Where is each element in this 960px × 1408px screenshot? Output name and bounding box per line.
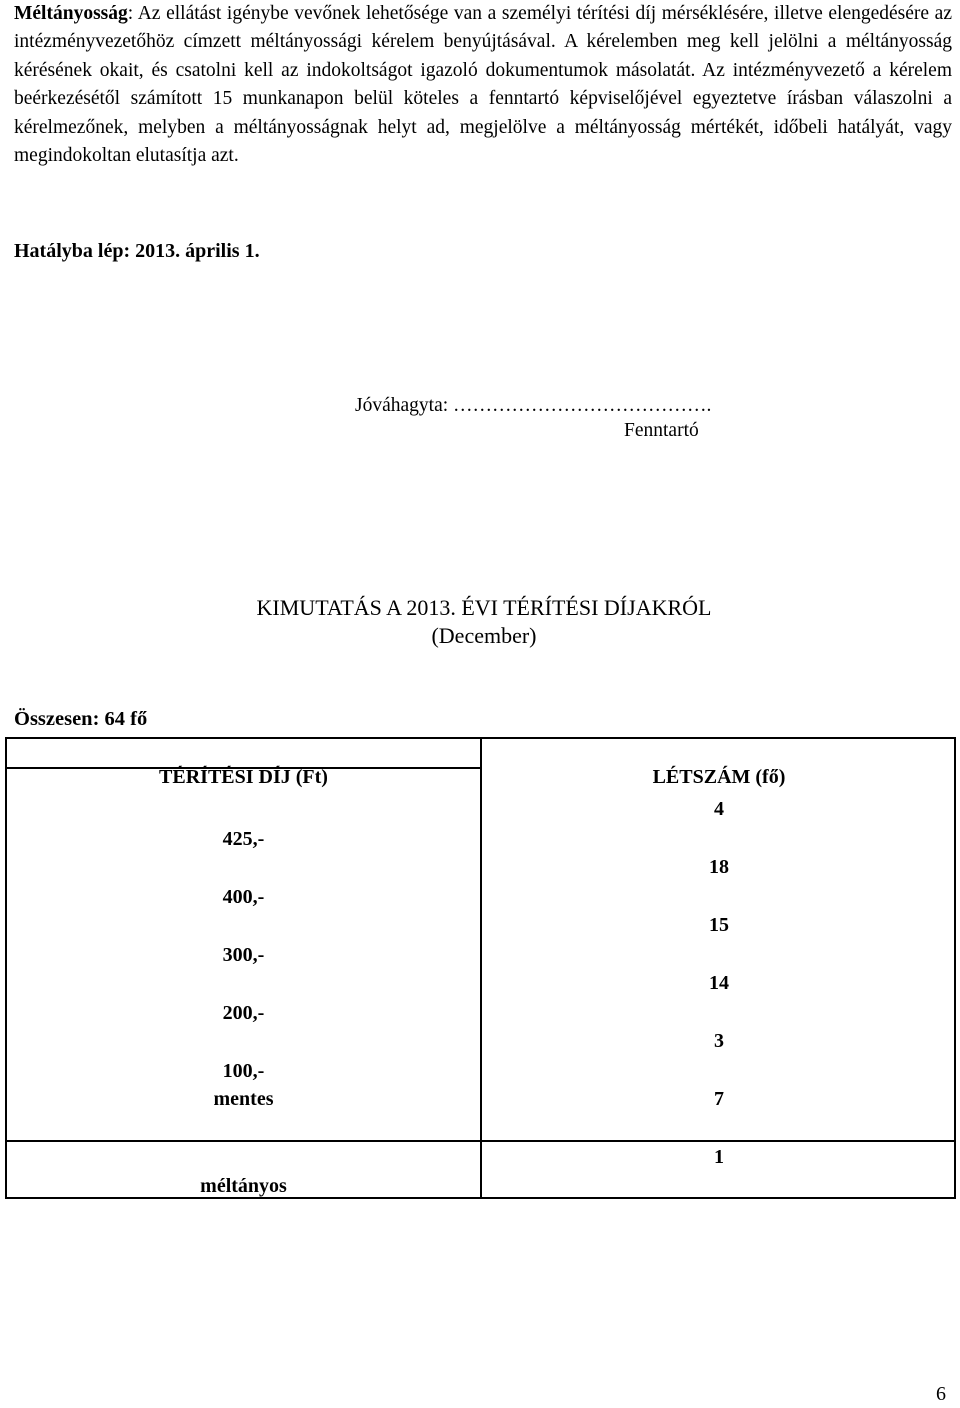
count-cell: 18: [709, 856, 729, 878]
count-cell: 1: [714, 1146, 724, 1168]
report-title-block: [0, 594, 960, 650]
total-count: Összesen: 64 fő: [14, 708, 148, 730]
effective-date: Hatályba lép: 2013. április 1.: [14, 240, 260, 262]
fee-table: [5, 737, 956, 1199]
operator-label: Fenntartó: [624, 420, 699, 441]
fee-cell: 100,-: [222, 1060, 265, 1082]
report-title: KIMUTATÁS A 2013. ÉVI TÉRÍTÉSI DÍJAKRÓL: [256, 595, 712, 620]
count-cell: 4: [714, 798, 724, 820]
fee-cell: méltányos: [200, 1175, 287, 1197]
fairness-paragraph: [14, 0, 952, 170]
fee-cell: 200,-: [222, 1002, 265, 1024]
count-cell: 7: [714, 1088, 724, 1110]
approval-line: Jóváhagyta: ………………………………….: [355, 395, 712, 416]
page-number: 6: [936, 1383, 946, 1405]
row-divider: [7, 1140, 954, 1142]
fee-cell: 300,-: [222, 944, 265, 966]
fairness-term: Méltányosság: [14, 3, 128, 24]
fee-cell: 400,-: [222, 886, 265, 908]
fairness-text: : Az ellátást igénybe vevőnek lehetősége van a személyi térítési díj mérséklésére, illetve elengedésére az intézményvezetőhöz címzett méltányossági kérelem benyújtásával. A kérelemben meg kell jelölni a méltányosság kérésének okait, és csatolni kell az indokoltságot igazoló dokumentumok másolatát. Az intézményvezető a kérelem beérkezésétől számított 15 munkanapon belül köteles a fenntartó képviselőjével egyeztetve írásban válaszolni a kérelmezőnek, melyben a méltányosságnak helyt ad, megjelölve a méltányosság mértékét, időbeli hatályát, vagy megindokoltan elutasítja azt.: [14, 3, 952, 167]
fee-cell: mentes: [213, 1088, 274, 1110]
count-cell: 14: [709, 972, 729, 994]
report-subtitle: (December): [431, 623, 537, 648]
fee-column-header: TÉRÍTÉSI DÍJ (Ft): [159, 766, 328, 788]
fee-cell: 425,-: [222, 828, 265, 850]
count-cell: 3: [714, 1030, 724, 1052]
count-cell: 15: [709, 914, 729, 936]
count-column-header: LÉTSZÁM (fő): [652, 766, 786, 788]
